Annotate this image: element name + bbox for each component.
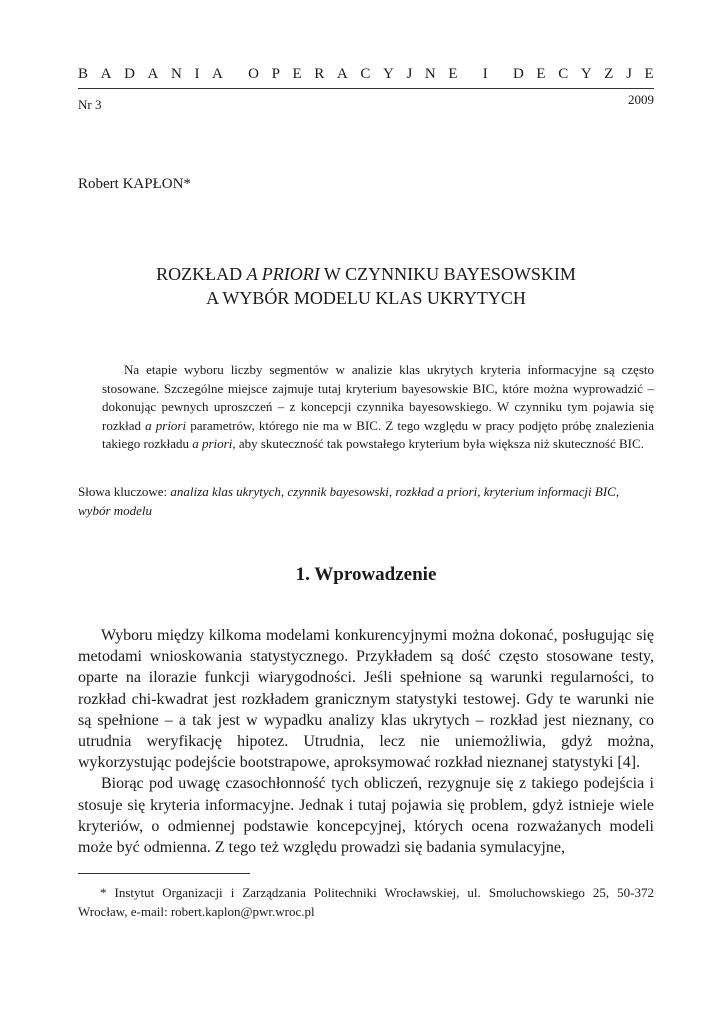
journal-letter: A: [212, 66, 223, 82]
paragraph: Biorąc pod uwagę czasochłonność tych obliczeń, rezygnuje się z takiego podejścia i stosuje się kryteria informacyjne. Jednak i tutaj pojawia się problem, gdyż istnieje wiele kryteriów, o odmiennej podstawie koncepcyjnej, których ocena rozważanych modeli może być odmienna. Z tego też względu prowadzi się badania symulacyjne,: [78, 775, 654, 857]
journal-header: [78, 63, 654, 85]
journal-letter: E: [644, 66, 654, 82]
keywords-label: Słowa kluczowe:: [78, 484, 171, 499]
body-text: [78, 625, 654, 858]
footnote-rule: [78, 873, 250, 874]
journal-letter: J: [626, 66, 632, 82]
journal-letter: D: [124, 66, 135, 82]
journal-letter: C: [558, 66, 569, 82]
journal-letter: A: [147, 66, 159, 82]
journal-letter: Y: [383, 66, 394, 82]
journal-letter: N: [170, 66, 182, 82]
header-rule: [78, 88, 654, 89]
title-line-2: A WYBÓR MODELU KLAS UKRYTYCH: [206, 288, 526, 308]
abstract: Na etapie wyboru liczby segmentów w analizie klas ukrytych kryteria informacyjne są często stosowane. Szczególne miejsce zajmuje tutaj kryterium bayesowskie BIC, które można wyprowadzić – dokonując pewnych uproszczeń – z koncepcji czynnika bayesowskiego. W czynniku tym pojawia się rozkład a priori parametrów, którego nie ma w BIC. Z tego względu w pracy podjęto próbę znalezienia takiego rozkładu a priori, aby skuteczność tak powstałego kryterium była większa niż skuteczność BIC.: [102, 362, 654, 451]
journal-letter: A: [100, 66, 112, 82]
journal-letter: R: [314, 66, 325, 82]
journal-letter: Z: [604, 66, 614, 82]
journal-letter: E: [292, 66, 302, 82]
journal-letter: I: [482, 66, 488, 82]
title-line-1: ROZKŁAD A PRIORI W CZYNNIKU BAYESOWSKIM: [156, 264, 576, 284]
issue-number: Nr 3: [78, 97, 102, 112]
publication-year: 2009: [628, 92, 654, 107]
footnote: * Instytut Organizacji i Zarządzania Politechniki Wrocławskiej, ul. Smoluchowskiego 25, 50-372 Wrocław, e-mail: robert.kaplon@pwr.wroc.pl: [78, 885, 654, 919]
journal-letter: B: [78, 66, 89, 82]
journal-letter: E: [448, 66, 458, 82]
author-name: Robert KAPŁON*: [78, 176, 191, 192]
journal-letter: E: [536, 66, 546, 82]
journal-letter: D: [512, 66, 524, 82]
journal-letter: C: [360, 66, 371, 82]
journal-letter: P: [271, 66, 280, 82]
journal-letter: O: [248, 66, 259, 82]
keywords: [78, 483, 654, 520]
paragraph: Wyboru między kilkoma modelami konkurencyjnymi można dokonać, posługując się metodami wnioskowania statystycznego. Przykładem są dość często stosowane testy, oparte na ilorazie funkcji wiarygodności. Jeśli spełnione są warunki regularności, to rozkład chi-kwadrat jest rozkładem granicznym statystyki testowej. Gdy te warunki nie są spełnione – a tak jest w wypadku analizy klas ukrytych – rozkład jest nieznany, co utrudnia weryfikację hipotez. Utrudnia, lecz nie uniemożliwia, gdyż można, wykorzystując podejście bootstrapowe, aproksymować rozkład nieznanej statystyki [4].: [78, 627, 654, 772]
journal-letter: I: [194, 66, 200, 82]
journal-letter: N: [424, 66, 436, 82]
journal-letter: J: [406, 66, 413, 82]
journal-letter: Y: [580, 66, 592, 82]
paper-title: [78, 262, 654, 310]
journal-letter: A: [336, 66, 348, 82]
section-heading: 1. Wprowadzenie: [295, 564, 437, 585]
keywords-text: analiza klas ukrytych, czynnik bayesowski, rozkład a priori, kryterium informacji BIC, wybór modelu: [78, 484, 620, 518]
